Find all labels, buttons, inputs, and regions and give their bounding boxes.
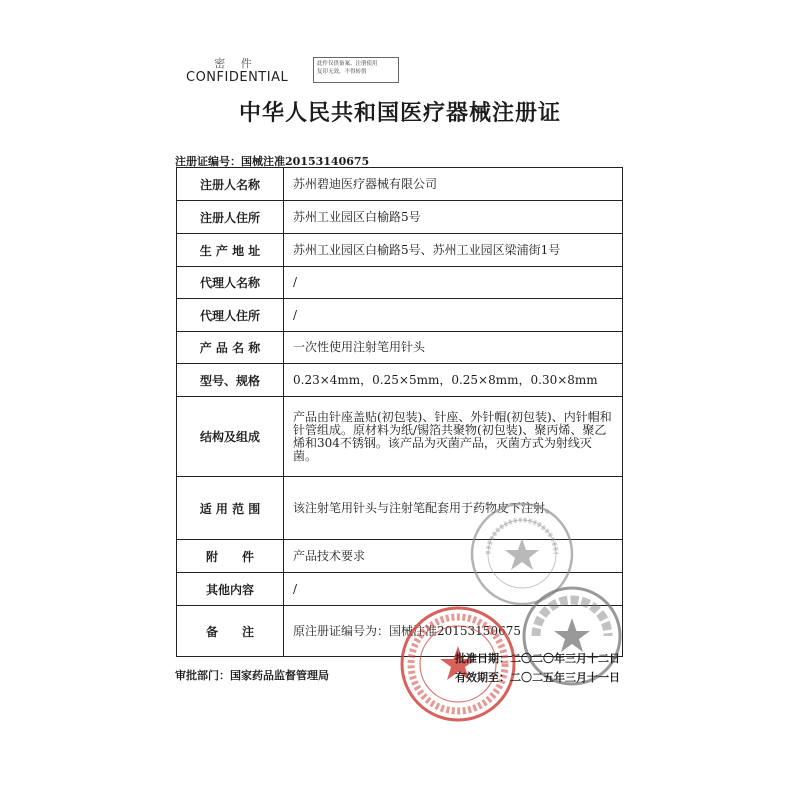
- row-value: /: [284, 573, 623, 606]
- row-label: 注册人名称: [177, 168, 284, 201]
- table-row: [177, 332, 623, 364]
- usage-stamp-box: [313, 57, 399, 83]
- table-row: [177, 397, 623, 477]
- row-label: 其他内容: [177, 573, 284, 606]
- row-value: 原注册证编号为：国械注准20153150675: [284, 606, 623, 657]
- stamp-box-line-2: 复印无效，不得转借: [317, 69, 367, 75]
- row-value: 一次性使用注射笔用针头: [284, 332, 623, 364]
- confidential-mark: [186, 57, 289, 86]
- row-label: 备 注: [177, 606, 284, 657]
- row-label: 产 品 名 称: [177, 332, 284, 364]
- row-value: /: [284, 267, 623, 299]
- row-label: 生 产 地 址: [177, 234, 284, 267]
- table-row: [177, 234, 623, 267]
- row-value: /: [284, 299, 623, 332]
- approval-authority: 审批部门：国家药品监督管理局: [175, 669, 329, 682]
- table-row: [177, 201, 623, 234]
- registration-number: 注册证编号：国械注准20153140675: [175, 155, 370, 168]
- approval-date: 批准日期：二〇二〇年三月十二日: [455, 652, 620, 665]
- table-row: [177, 168, 623, 201]
- row-label: 附 件: [177, 540, 284, 573]
- row-label: 注册人住所: [177, 201, 284, 234]
- confidential-cn: 密 件: [214, 57, 258, 70]
- confidential-en: CONFIDENTIAL: [186, 70, 289, 85]
- row-value: 苏州碧迪医疗器械有限公司: [284, 168, 623, 201]
- row-value: 苏州工业园区白榆路5号、苏州工业园区梁浦街1号: [284, 234, 623, 267]
- document-title: 中华人民共和国医疗器械注册证: [238, 100, 561, 126]
- row-label: 型号、规格: [177, 364, 284, 397]
- row-value: 产品由针座盖贴(初包装)、针座、外针帽(初包装)、内针帽和针管组成。原材料为纸/锡箔共聚物(初包装)、聚丙烯、聚乙烯和304不锈钢。该产品为灭菌产品，灭菌方式为射线灭菌。: [284, 397, 623, 477]
- row-value: 该注射笔用针头与注射笔配套用于药物皮下注射。: [284, 477, 623, 540]
- row-value: 0.23×4mm，0.25×5mm，0.25×8mm，0.30×8mm: [284, 364, 623, 397]
- table-row: [177, 299, 623, 332]
- table-row: [177, 364, 623, 397]
- row-value: 苏州工业园区白榆路5号: [284, 201, 623, 234]
- row-label: 代理人住所: [177, 299, 284, 332]
- stamp-box-line-1: 此件仅供备案、注册使用: [317, 61, 378, 67]
- row-value: 产品技术要求: [284, 540, 623, 573]
- row-label: 适 用 范 围: [177, 477, 284, 540]
- table-row: [177, 267, 623, 299]
- row-label: 代理人名称: [177, 267, 284, 299]
- valid-until: 有效期至：二〇二五年三月十一日: [455, 671, 620, 684]
- row-label: 结构及组成: [177, 397, 284, 477]
